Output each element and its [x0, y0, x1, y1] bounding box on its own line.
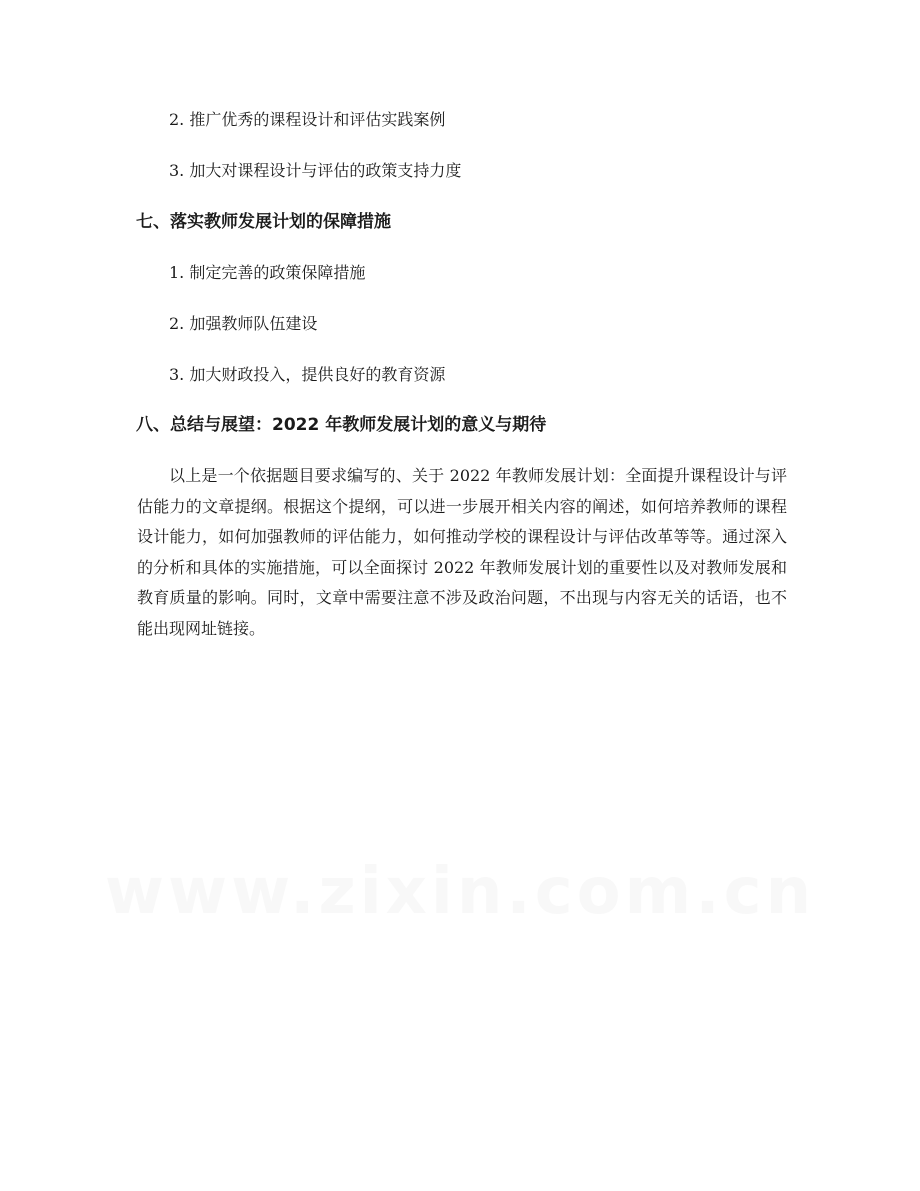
- section-heading-7: 七、落实教师发展计划的保障措施: [136, 212, 391, 232]
- list-item-financial-investment: 3. 加大财政投入，提供良好的教育资源: [169, 365, 446, 384]
- list-item-teacher-team: 2. 加强教师队伍建设: [169, 314, 318, 333]
- section-heading-8: 八、总结与展望：2022 年教师发展计划的意义与期待: [136, 415, 547, 435]
- summary-paragraph: 以上是一个依据题目要求编写的、关于 2022 年教师发展计划：全面提升课程设计与评估能力的文章提纲。根据这个提纲，可以进一步展开相关内容的阐述，如何培养教师的课程设计能力，如何加强教师的评估能力，如何推动学校的课程设计与评估改革等等。通过深入的分析和具体的实施措施，可以全面探讨 2022 年教师发展计划的重要性以及对教师发展和教育质量的影响。同时，文章中需要注意不涉及政治问题，不出现与内容无关的话语，也不能出现网址链接。: [137, 466, 787, 638]
- list-item-promote-cases: 2. 推广优秀的课程设计和评估实践案例: [169, 110, 446, 129]
- watermark-text: www.zixin.com.cn: [104, 855, 816, 929]
- list-item-policy-measures: 1. 制定完善的政策保障措施: [169, 263, 366, 282]
- list-item-policy-support: 3. 加大对课程设计与评估的政策支持力度: [169, 161, 462, 180]
